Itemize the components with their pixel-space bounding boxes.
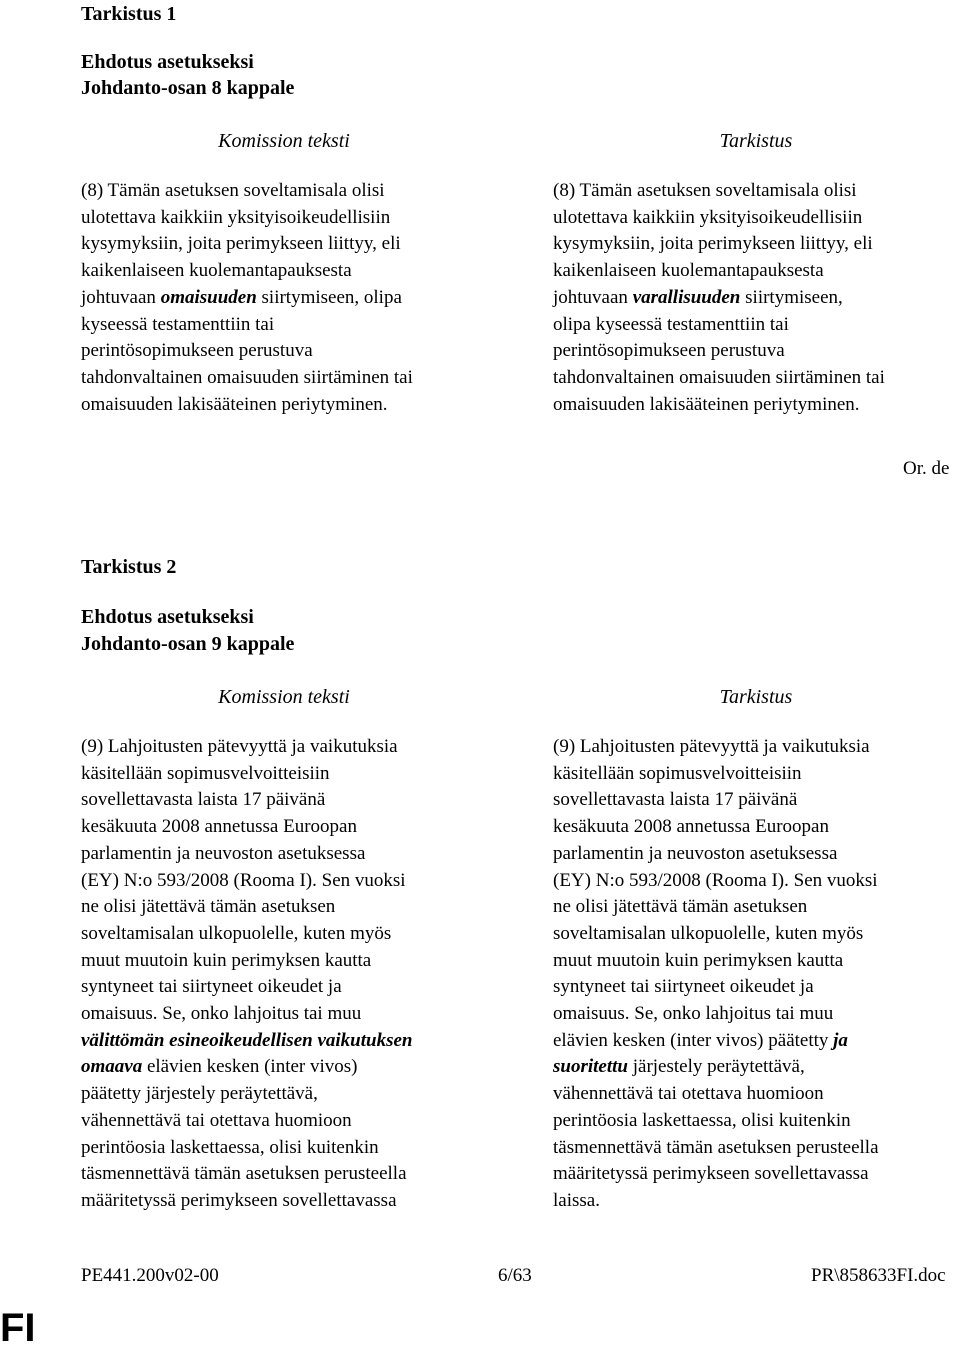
amendment-1-number: Tarkistus 1 bbox=[81, 3, 177, 25]
text-run: sovellettavasta laista 17 päivänä bbox=[81, 789, 326, 811]
footer-file-reference: PR\858633FI.doc bbox=[811, 1265, 946, 1286]
text-line bbox=[553, 231, 960, 258]
text-line bbox=[553, 285, 960, 312]
emphasized-change: suoritettu bbox=[553, 1056, 628, 1078]
footer-document-reference: PE441.200v02-00 bbox=[81, 1265, 219, 1286]
text-line bbox=[553, 312, 960, 339]
amendment-2-commission-text bbox=[81, 734, 491, 1215]
text-run: ulotettava kaikkiin yksityisoikeudellisiin bbox=[81, 206, 391, 228]
text-run: perintösopimukseen perustuva bbox=[553, 340, 785, 362]
text-run: elävien kesken (inter vivos) päätetty bbox=[553, 1029, 834, 1051]
text-run: muut muutoin kuin perimyksen kautta bbox=[553, 949, 844, 971]
text-line bbox=[81, 948, 491, 975]
text-line bbox=[553, 894, 960, 921]
emphasized-change: varallisuuden bbox=[632, 286, 741, 308]
text-run: käsitellään sopimusvelvoitteisiin bbox=[553, 762, 802, 784]
text-line bbox=[553, 974, 960, 1001]
text-line bbox=[553, 1188, 960, 1215]
amendment-1-amendment-header: Tarkistus bbox=[719, 130, 793, 152]
text-run: täsmennettävä tämän asetuksen perusteella bbox=[553, 1136, 879, 1158]
text-line bbox=[81, 1054, 491, 1081]
amendment-2-number: Tarkistus 2 bbox=[81, 556, 177, 578]
text-line bbox=[81, 1001, 491, 1028]
text-line bbox=[81, 1028, 491, 1055]
text-run: perintösopimukseen perustuva bbox=[81, 340, 313, 362]
text-run: päätetty järjestely peräytettävä, bbox=[81, 1083, 318, 1105]
text-run: siirtymiseen, olipa bbox=[256, 286, 402, 308]
text-run: omaisuuden lakisääteinen periytyminen. bbox=[81, 393, 388, 415]
footer-language-code: FI bbox=[0, 1306, 36, 1350]
text-line bbox=[81, 1135, 491, 1162]
text-run: (9) Lahjoitusten pätevyyttä ja vaikutuksia bbox=[553, 736, 870, 757]
text-line bbox=[553, 178, 960, 205]
emphasized-change: välittömän esineoikeudellisen vaikutuksen bbox=[81, 1029, 413, 1051]
text-run: johtuvaan bbox=[81, 286, 161, 308]
text-line bbox=[81, 338, 491, 365]
amendment-1-proposal: Ehdotus asetukseksi bbox=[81, 51, 254, 73]
text-run: kesäkuuta 2008 annetussa Euroopan bbox=[81, 816, 357, 838]
text-run: olipa kyseessä testamenttiin tai bbox=[553, 313, 789, 335]
text-run: vähennettävä tai otettava huomioon bbox=[553, 1083, 824, 1105]
text-line bbox=[553, 787, 960, 814]
text-run: vähennettävä tai otettava huomioon bbox=[81, 1109, 352, 1131]
emphasized-change: omaisuuden bbox=[160, 286, 257, 308]
text-line bbox=[553, 205, 960, 232]
amendment-2-commission-header: Komission teksti bbox=[218, 686, 350, 708]
text-run: soveltamisalan ulkopuolelle, kuten myös bbox=[81, 922, 392, 944]
text-line bbox=[81, 787, 491, 814]
text-run: syntyneet tai siirtyneet oikeudet ja bbox=[81, 976, 342, 998]
text-line bbox=[553, 1028, 960, 1055]
text-run: kaikenlaiseen kuolemantapauksesta bbox=[553, 260, 824, 282]
text-run: omaisuus. Se, onko lahjoitus tai muu bbox=[81, 1003, 362, 1025]
text-run: johtuvaan bbox=[553, 286, 633, 308]
text-line bbox=[81, 1108, 491, 1135]
amendment-1-amendment-text bbox=[553, 178, 960, 418]
text-line bbox=[553, 1054, 960, 1081]
text-line bbox=[81, 921, 491, 948]
text-run: ne olisi jätettävä tämän asetuksen bbox=[81, 896, 336, 918]
text-line bbox=[81, 258, 491, 285]
text-line bbox=[553, 1108, 960, 1135]
amendment-1-commission-text bbox=[81, 178, 491, 418]
text-line bbox=[81, 814, 491, 841]
text-line bbox=[553, 1081, 960, 1108]
text-run: järjestely peräytettävä, bbox=[627, 1056, 805, 1078]
amendment-2-location: Johdanto-osan 9 kappale bbox=[81, 633, 295, 655]
text-run: (EY) N:o 593/2008 (Rooma I). Sen vuoksi bbox=[81, 869, 406, 891]
text-line bbox=[81, 205, 491, 232]
text-line bbox=[553, 1161, 960, 1188]
amendment-1-commission-header: Komission teksti bbox=[218, 130, 350, 152]
text-run: omaisuuden lakisääteinen periytyminen. bbox=[553, 393, 860, 415]
text-run: (8) Tämän asetuksen soveltamisala olisi bbox=[553, 180, 857, 201]
emphasized-change: omaava bbox=[81, 1056, 143, 1078]
text-run: tahdonvaltainen omaisuuden siirtäminen tai bbox=[553, 366, 885, 388]
text-run: (9) Lahjoitusten pätevyyttä ja vaikutuksia bbox=[81, 736, 398, 757]
text-line bbox=[553, 841, 960, 868]
text-line bbox=[81, 761, 491, 788]
text-run: soveltamisalan ulkopuolelle, kuten myös bbox=[553, 922, 864, 944]
text-run: sovellettavasta laista 17 päivänä bbox=[553, 789, 798, 811]
footer-page-number: 6/63 bbox=[498, 1265, 532, 1286]
text-line bbox=[81, 1161, 491, 1188]
text-run: kysymyksiin, joita perimykseen liittyy, eli bbox=[553, 233, 873, 255]
emphasized-change: ja bbox=[833, 1029, 848, 1051]
text-line bbox=[553, 365, 960, 392]
text-line bbox=[81, 392, 491, 419]
text-line bbox=[553, 392, 960, 419]
text-run: kysymyksiin, joita perimykseen liittyy, eli bbox=[81, 233, 401, 255]
text-line bbox=[553, 1135, 960, 1162]
text-line bbox=[81, 312, 491, 339]
text-line bbox=[81, 894, 491, 921]
text-run: omaisuus. Se, onko lahjoitus tai muu bbox=[553, 1003, 834, 1025]
text-line bbox=[553, 868, 960, 895]
text-run: (EY) N:o 593/2008 (Rooma I). Sen vuoksi bbox=[553, 869, 878, 891]
text-run: määritetyssä perimykseen sovellettavassa bbox=[81, 1189, 397, 1211]
text-line bbox=[81, 868, 491, 895]
text-run: (8) Tämän asetuksen soveltamisala olisi bbox=[81, 180, 385, 201]
text-run: ne olisi jätettävä tämän asetuksen bbox=[553, 896, 808, 918]
text-run: kesäkuuta 2008 annetussa Euroopan bbox=[553, 816, 829, 838]
text-line bbox=[81, 734, 491, 761]
text-run: laissa. bbox=[553, 1189, 600, 1211]
text-line bbox=[553, 258, 960, 285]
text-run: käsitellään sopimusvelvoitteisiin bbox=[81, 762, 330, 784]
text-run: määritetyssä perimykseen sovellettavassa bbox=[553, 1163, 869, 1185]
text-run: muut muutoin kuin perimyksen kautta bbox=[81, 949, 372, 971]
text-line bbox=[81, 365, 491, 392]
amendment-2-amendment-header: Tarkistus bbox=[719, 686, 793, 708]
amendment-2-amendment-text bbox=[553, 734, 960, 1215]
text-run: ulotettava kaikkiin yksityisoikeudellisiin bbox=[553, 206, 863, 228]
text-line bbox=[81, 231, 491, 258]
text-run: tahdonvaltainen omaisuuden siirtäminen tai bbox=[81, 366, 413, 388]
text-run: perintöosia laskettaessa, olisi kuitenkin bbox=[81, 1136, 379, 1158]
text-run: siirtymiseen, bbox=[740, 286, 843, 308]
text-line bbox=[81, 1081, 491, 1108]
text-line bbox=[553, 761, 960, 788]
text-line bbox=[553, 948, 960, 975]
amendment-2-proposal: Ehdotus asetukseksi bbox=[81, 606, 254, 628]
text-line bbox=[81, 974, 491, 1001]
text-line bbox=[81, 841, 491, 868]
text-run: syntyneet tai siirtyneet oikeudet ja bbox=[553, 976, 814, 998]
text-run: parlamentin ja neuvoston asetuksessa bbox=[553, 842, 838, 864]
text-run: kyseessä testamenttiin tai bbox=[81, 313, 275, 335]
text-line bbox=[81, 285, 491, 312]
original-language-note: Or. de bbox=[903, 458, 950, 479]
text-line bbox=[553, 921, 960, 948]
text-run: perintöosia laskettaessa, olisi kuitenkin bbox=[553, 1109, 851, 1131]
text-line bbox=[553, 1001, 960, 1028]
text-line bbox=[553, 734, 960, 761]
text-line bbox=[553, 338, 960, 365]
text-run: elävien kesken (inter vivos) bbox=[142, 1056, 358, 1078]
amendment-1-location: Johdanto-osan 8 kappale bbox=[81, 77, 295, 99]
text-run: täsmennettävä tämän asetuksen perusteella bbox=[81, 1163, 407, 1185]
text-line bbox=[81, 178, 491, 205]
text-run: kaikenlaiseen kuolemantapauksesta bbox=[81, 260, 352, 282]
text-run: parlamentin ja neuvoston asetuksessa bbox=[81, 842, 366, 864]
text-line bbox=[81, 1188, 491, 1215]
text-line bbox=[553, 814, 960, 841]
